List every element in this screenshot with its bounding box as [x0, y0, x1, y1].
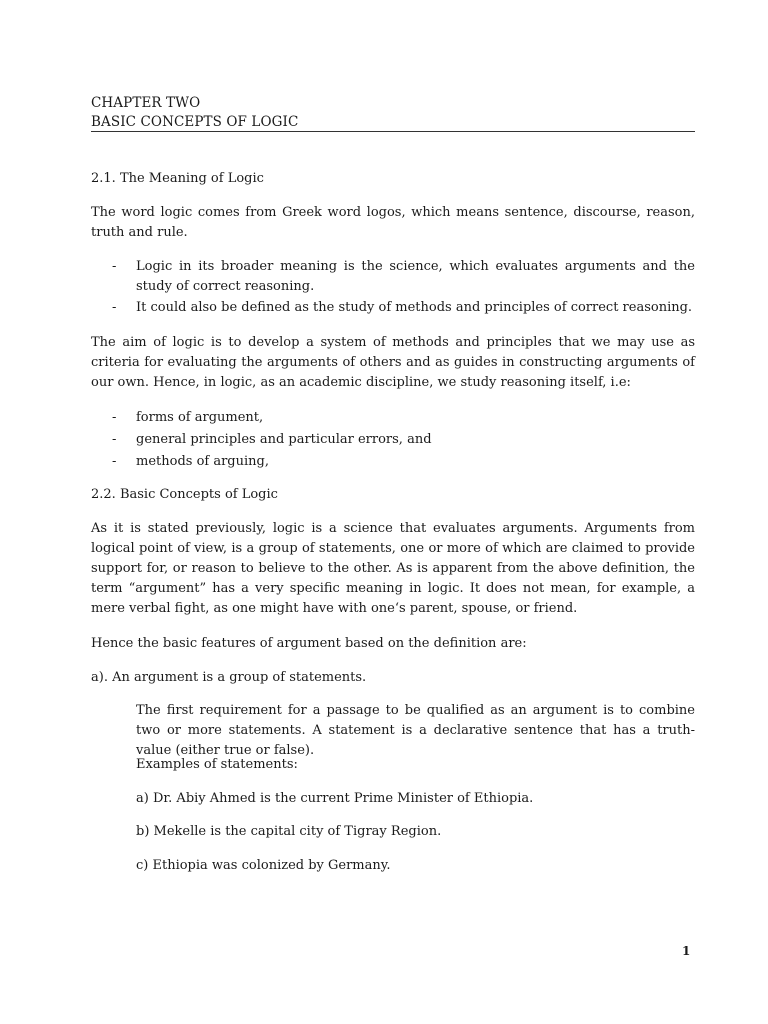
section-heading-2-1: 2.1. The Meaning of Logic [91, 171, 264, 186]
bullet-item-methods-principles: It could also be defined as the study of methods and principles of correct reasoning. [136, 300, 693, 315]
example-statement-c: c) Ethiopia was colonized by Germany. [136, 858, 391, 873]
bullet-item-broader-meaning: Logic in its broader meaning is the science, which evaluates arguments and the study of correct reasoning. [136, 259, 695, 294]
study-item-methods: methods of arguing, [136, 454, 269, 469]
bullet-dash: - [112, 432, 117, 447]
example-statement-b: b) Mekelle is the capital city of Tigray Region. [136, 824, 442, 839]
section-heading-2-2: 2.2. Basic Concepts of Logic [91, 487, 278, 502]
requirement-paragraph: The first requirement for a passage to be qualified as an argument is to combine two or more statements. A statement is a declarative sentence that has a truth-value (either true or false). [136, 703, 695, 758]
intro-paragraph: The word logic comes from Greek word logos, which means sentence, discourse, reason, truth and rule. [91, 205, 695, 240]
bullet-dash: - [112, 259, 117, 274]
study-item-principles: general principles and particular errors, and [136, 432, 432, 447]
chapter-label: CHAPTER TWO [91, 95, 201, 111]
bullet-dash: - [112, 454, 117, 469]
examples-label: Examples of statements: [136, 757, 298, 772]
example-statement-a: a) Dr. Abiy Ahmed is the current Prime Minister of Ethiopia. [136, 791, 534, 806]
header-rule [91, 131, 695, 132]
feature-a-label: a). An argument is a group of statements. [91, 670, 367, 685]
aim-paragraph: The aim of logic is to develop a system of methods and principles that we may use as criteria for evaluating the arguments of others and as guides in constructing arguments of our own. Hence, in logic, as an academic discipline, we study reasoning itself, i.e: [91, 335, 695, 390]
bullet-dash: - [112, 300, 117, 315]
study-item-forms: forms of argument, [136, 410, 264, 425]
arguments-paragraph: As it is stated previously, logic is a science that evaluates arguments. Arguments from logical point of view, is a group of statements, one or more of which are claimed to provide support for, or reason to believe to the other. As is apparent from the above definition, the term “argument” has a very specific meaning in logic. It does not mean, for example, a mere verbal fight, as one might have with one‘s parent, spouse, or friend. [91, 521, 695, 616]
bullet-dash: - [112, 410, 117, 425]
page-number: 1 [682, 944, 691, 958]
chapter-title: BASIC CONCEPTS OF LOGIC [91, 114, 299, 130]
features-intro-paragraph: Hence the basic features of argument based on the definition are: [91, 636, 527, 651]
